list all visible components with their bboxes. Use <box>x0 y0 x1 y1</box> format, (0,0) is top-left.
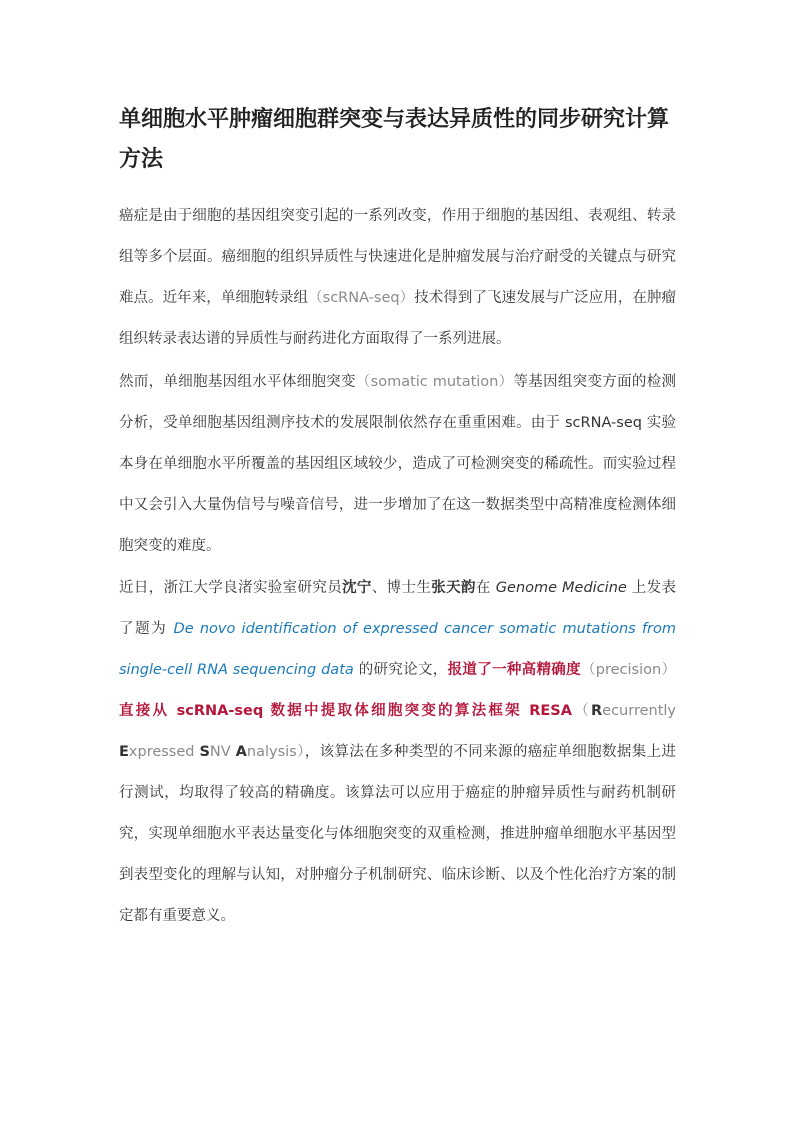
author-name-2: 张天韵 <box>431 580 476 596</box>
acronym-rest-4: nalysis） <box>246 744 305 760</box>
paragraph-3 <box>119 568 676 937</box>
paper-title-link[interactable]: De novo identification of expressed cancer somatic mutations from single-cell RNA sequencing data <box>119 621 676 678</box>
p2-text-a: 然而，单细胞基因组水平体细胞突变 <box>119 374 356 390</box>
journal-name: Genome Medicine <box>495 580 627 596</box>
acronym-rest-2: xpressed <box>128 744 200 760</box>
acronym-letter-r: R <box>590 703 603 719</box>
p3-text-e: 的研究论文， <box>353 662 448 678</box>
p3-text-a: 近日，浙江大学良渚实验室研究员 <box>119 580 343 596</box>
acronym-letter-s: S <box>199 744 210 760</box>
highlight-red-1: 报道了一种高精确度 <box>447 662 581 678</box>
p3-text-d: 上发表了题为 <box>119 580 677 637</box>
author-name-1: 沈宁 <box>342 580 372 596</box>
acronym-rest-1: ecurrently <box>602 703 676 719</box>
p1-scrnaseq-note: （scRNA-seq） <box>308 290 415 306</box>
precision-note: （precision） <box>580 662 676 678</box>
acronym-letter-e: E <box>119 744 129 760</box>
p3-text-b: 、博士生 <box>371 580 432 596</box>
acronym-letter-a: A <box>235 744 247 760</box>
highlight-red-2: 直接从 scRNA-seq 数据中提取体细胞突变的算法框架 RESA <box>119 703 572 719</box>
article-title: 单细胞水平肿瘤细胞群突变与表达异质性的同步研究计算方法 <box>119 107 670 172</box>
paragraph-1 <box>119 196 676 360</box>
paragraph-2 <box>119 362 676 567</box>
p1-text-b: 技术得到了飞速发展与广泛应用，在肿瘤组织转录表达谱的异质性与耐药进化方面取得了一系列进展。 <box>119 290 677 347</box>
p3-text-c: 在 <box>475 580 496 596</box>
p1-text-a: 癌症是由于细胞的基因组突变引起的一系列改变，作用于细胞的基因组、表观组、转录组等多个层面。癌细胞的组织异质性与快速进化是肿瘤发展与治疗耐受的关键点与研究难点。近年来，单细胞转录组 <box>119 208 676 306</box>
resa-expansion-open: （ <box>571 703 591 719</box>
acronym-rest-3: NV <box>209 744 236 760</box>
p3-text-f: ，该算法在多种类型的不同来源的癌症单细胞数据集上进行测试，均取得了较高的精确度。该算法可以应用于癌症的肿瘤异质性与耐药机制研究，实现单细胞水平表达量变化与体细胞突变的双重检测，推进肿瘤单细胞水平基因型到表型变化的理解与认知，对肿瘤分子机制研究、临床诊断、以及个性化治疗方案的制定都有重要意义。 <box>119 744 677 924</box>
p2-text-b: 等基因组突变方面的检测分析，受单细胞基因组测序技术的发展限制依然存在重重困难。由于 scRNA-seq 实验本身在单细胞水平所覆盖的基因组区域较少，造成了可检测突变的稀疏性。而实验过程中又会引入大量伪信号与噪音信号，进一步增加了在这一数据类型中高精准度检测体细胞突变的难度。 <box>119 374 676 554</box>
p2-somatic-note: （somatic mutation） <box>355 374 514 390</box>
